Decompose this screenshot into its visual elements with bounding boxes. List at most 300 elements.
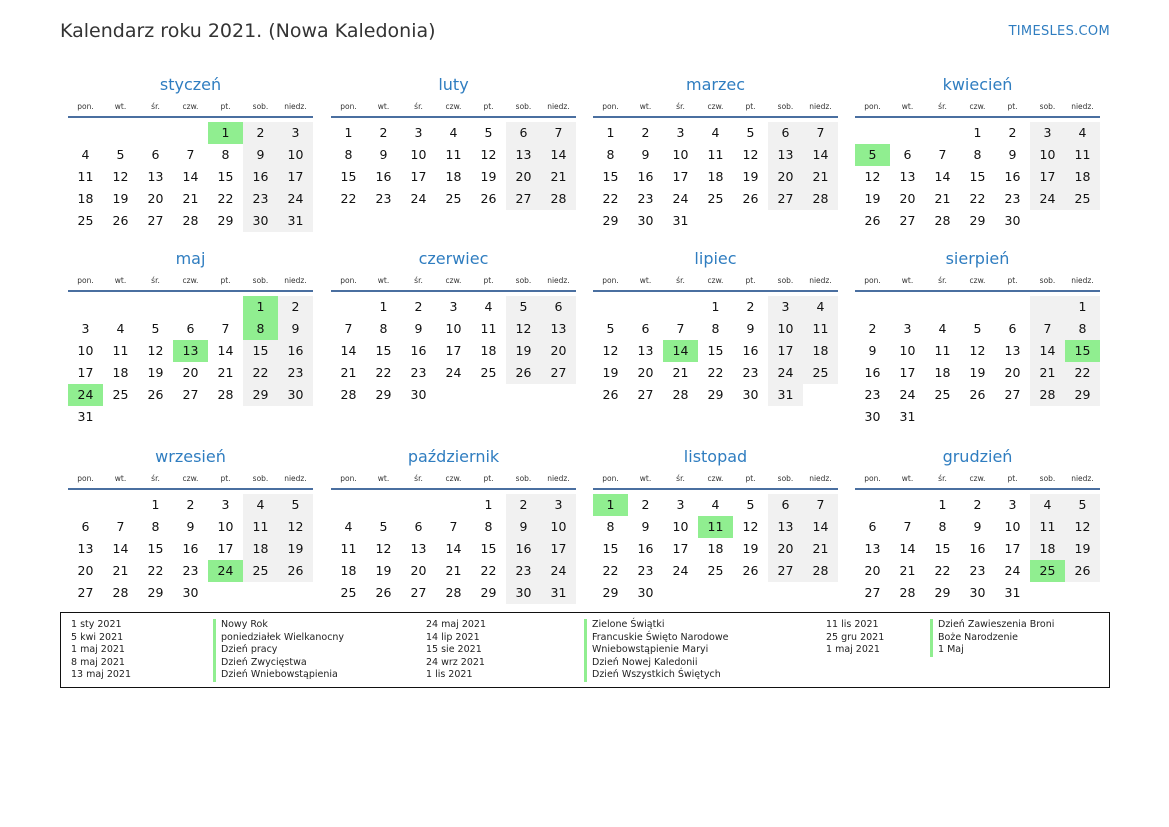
day-cell: 1 — [1065, 296, 1100, 318]
weekday-label: pt. — [220, 101, 231, 111]
empty-day-cell — [768, 210, 803, 232]
day-cell: 14 — [541, 144, 576, 166]
day-cell: 15 — [340, 169, 357, 184]
day-cell: 8 — [606, 147, 615, 162]
day-grid — [593, 122, 838, 232]
day-cell: 29 — [480, 585, 497, 600]
day-cell: 31 — [899, 409, 916, 424]
day-cell: 6 — [506, 122, 541, 144]
day-cell: 3 — [414, 125, 423, 140]
weekday-header — [68, 96, 313, 118]
day-cell: 24 — [445, 365, 462, 380]
day-cell: 7 — [803, 122, 838, 144]
day-cell: 19 — [1065, 538, 1100, 560]
day-cell: 26 — [480, 191, 497, 206]
day-cell: 25 — [934, 387, 951, 402]
holiday-day-cell: 24 — [208, 560, 243, 582]
day-cell: 1 — [484, 497, 493, 512]
day-cell: 30 — [637, 213, 654, 228]
month-name: listopad — [683, 447, 748, 466]
day-cell: 6 — [641, 321, 650, 336]
empty-day-cell — [138, 296, 173, 318]
empty-day-cell — [698, 210, 733, 232]
legend-entry: Dzień Zwycięstwa — [221, 656, 307, 668]
weekday-label: pon. — [864, 101, 881, 111]
weekday-header — [68, 468, 313, 490]
holiday-day-cell: 15 — [1065, 340, 1100, 362]
day-cell: 8 — [344, 147, 353, 162]
day-cell: 4 — [449, 125, 458, 140]
empty-day-cell — [68, 296, 103, 318]
day-cell: 29 — [147, 585, 164, 600]
day-cell: 25 — [480, 365, 497, 380]
day-cell: 5 — [116, 147, 125, 162]
day-cell: 15 — [602, 169, 619, 184]
weekday-label: wt. — [114, 275, 127, 285]
day-cell: 11 — [77, 169, 94, 184]
weekday-label: czw. — [445, 275, 462, 285]
month-3 — [593, 74, 838, 232]
day-cell: 23 — [410, 365, 427, 380]
month-2 — [331, 74, 576, 210]
day-cell: 17 — [410, 169, 427, 184]
empty-day-cell — [278, 406, 313, 428]
day-cell: 7 — [1030, 318, 1065, 340]
day-cell: 28 — [934, 213, 951, 228]
day-cell: 29 — [707, 387, 724, 402]
month-name: marzec — [685, 75, 745, 94]
holiday-legend — [60, 612, 1110, 688]
legend-entry: 1 lis 2021 — [426, 669, 473, 681]
day-cell: 10 — [445, 321, 462, 336]
day-cell: 22 — [480, 563, 497, 578]
day-cell: 16 — [182, 541, 199, 556]
day-cell: 3 — [449, 299, 458, 314]
day-cell: 22 — [934, 563, 951, 578]
weekday-label: czw. — [969, 101, 986, 111]
day-cell: 17 — [1004, 541, 1021, 556]
day-cell: 15 — [602, 541, 619, 556]
day-cell: 21 — [803, 538, 838, 560]
legend-entry: 1 maj 2021 — [826, 644, 880, 656]
day-cell: 31 — [541, 582, 576, 604]
day-cell: 20 — [410, 563, 427, 578]
day-cell: 25 — [243, 560, 278, 582]
legend-names-1 — [221, 619, 344, 682]
day-cell: 20 — [899, 191, 916, 206]
day-cell: 22 — [707, 365, 724, 380]
weekday-label: pon. — [340, 275, 357, 285]
day-cell: 17 — [899, 365, 916, 380]
day-cell: 9 — [186, 519, 195, 534]
empty-day-cell — [208, 296, 243, 318]
legend-entry: 24 wrz 2021 — [426, 656, 485, 668]
empty-day-cell — [593, 296, 628, 318]
day-cell: 24 — [672, 191, 689, 206]
day-cell: 16 — [1004, 169, 1021, 184]
day-cell: 24 — [768, 362, 803, 384]
day-cell: 2 — [641, 125, 650, 140]
day-cell: 6 — [541, 296, 576, 318]
empty-day-cell — [436, 494, 471, 516]
day-cell: 8 — [973, 147, 982, 162]
weekday-header — [855, 270, 1100, 292]
weekday-label: śr. — [938, 101, 947, 111]
day-cell: 5 — [746, 497, 755, 512]
day-cell: 4 — [1030, 494, 1065, 516]
day-cell: 28 — [541, 188, 576, 210]
day-cell: 25 — [1065, 188, 1100, 210]
day-cell: 2 — [868, 321, 877, 336]
day-cell: 10 — [541, 516, 576, 538]
weekday-label: czw. — [445, 473, 462, 483]
page-title: Kalendarz roku 2021. (Nowa Kaledonia) — [60, 20, 436, 42]
day-cell: 19 — [278, 538, 313, 560]
day-cell: 5 — [1065, 494, 1100, 516]
day-cell: 29 — [934, 585, 951, 600]
day-cell: 28 — [445, 585, 462, 600]
day-grid — [68, 122, 313, 232]
empty-day-cell — [1030, 210, 1065, 232]
legend-names-2 — [592, 619, 728, 682]
day-cell: 15 — [375, 343, 392, 358]
day-cell: 7 — [803, 494, 838, 516]
brand-link[interactable]: TIMESLES.COM — [1008, 24, 1110, 39]
day-cell: 2 — [379, 125, 388, 140]
day-cell: 24 — [1004, 563, 1021, 578]
day-cell: 11 — [445, 147, 462, 162]
day-cell: 6 — [186, 321, 195, 336]
empty-day-cell — [138, 122, 173, 144]
weekday-label: pt. — [220, 275, 231, 285]
legend-entry: Wniebowstąpienie Maryi — [592, 644, 709, 656]
day-cell: 20 — [182, 365, 199, 380]
day-cell: 27 — [768, 560, 803, 582]
day-cell: 29 — [602, 585, 619, 600]
day-cell: 10 — [672, 519, 689, 534]
day-cell: 16 — [864, 365, 881, 380]
day-cell: 22 — [1065, 362, 1100, 384]
day-cell: 21 — [672, 365, 689, 380]
holiday-day-cell: 13 — [173, 340, 208, 362]
day-cell: 29 — [602, 213, 619, 228]
day-cell: 11 — [803, 318, 838, 340]
weekday-label: wt. — [114, 101, 127, 111]
month-11 — [593, 446, 838, 604]
day-cell: 3 — [278, 122, 313, 144]
day-cell: 9 — [379, 147, 388, 162]
holiday-day-cell: 1 — [593, 494, 628, 516]
weekday-label: pon. — [602, 275, 619, 285]
weekday-label: wt. — [901, 101, 914, 111]
day-cell: 19 — [742, 541, 759, 556]
day-cell: 23 — [637, 563, 654, 578]
empty-day-cell — [803, 210, 838, 232]
weekday-label: sob. — [1039, 101, 1056, 111]
day-cell: 18 — [340, 563, 357, 578]
empty-day-cell — [173, 406, 208, 428]
day-cell: 5 — [151, 321, 160, 336]
day-cell: 5 — [484, 125, 493, 140]
weekday-label: sob. — [1039, 275, 1056, 285]
legend-entry: Nowy Rok — [221, 619, 268, 630]
day-cell: 15 — [934, 541, 951, 556]
day-cell: 23 — [506, 560, 541, 582]
empty-day-cell — [768, 582, 803, 604]
day-grid — [331, 122, 576, 210]
empty-day-cell — [890, 494, 925, 516]
day-cell: 11 — [1030, 516, 1065, 538]
day-cell: 14 — [182, 169, 199, 184]
day-cell: 27 — [637, 387, 654, 402]
weekday-header — [855, 468, 1100, 490]
day-cell: 7 — [116, 519, 125, 534]
weekday-label: czw. — [707, 473, 724, 483]
day-cell: 17 — [541, 538, 576, 560]
day-cell: 14 — [803, 144, 838, 166]
weekday-label: sob. — [777, 101, 794, 111]
day-cell: 12 — [506, 318, 541, 340]
weekday-header — [331, 96, 576, 118]
weekday-label: wt. — [377, 473, 390, 483]
day-cell: 2 — [1008, 125, 1017, 140]
day-cell: 23 — [243, 188, 278, 210]
day-cell: 17 — [1030, 166, 1065, 188]
day-cell: 27 — [1004, 387, 1021, 402]
day-cell: 13 — [147, 169, 164, 184]
day-cell: 14 — [1030, 340, 1065, 362]
empty-day-cell — [698, 582, 733, 604]
day-cell: 13 — [637, 343, 654, 358]
day-cell: 24 — [541, 560, 576, 582]
day-cell: 11 — [480, 321, 497, 336]
day-cell: 3 — [541, 494, 576, 516]
day-cell: 4 — [344, 519, 353, 534]
empty-day-cell — [925, 122, 960, 144]
day-grid — [855, 122, 1100, 232]
weekday-label: śr. — [938, 275, 947, 285]
day-cell: 12 — [864, 169, 881, 184]
day-cell: 11 — [112, 343, 129, 358]
day-cell: 6 — [1008, 321, 1017, 336]
day-cell: 17 — [77, 365, 94, 380]
day-cell: 16 — [278, 340, 313, 362]
day-cell: 28 — [803, 188, 838, 210]
day-cell: 12 — [147, 343, 164, 358]
month-name: sierpień — [945, 249, 1010, 268]
day-cell: 21 — [112, 563, 129, 578]
day-cell: 19 — [147, 365, 164, 380]
day-cell: 7 — [344, 321, 353, 336]
day-cell: 29 — [1065, 384, 1100, 406]
day-cell: 13 — [768, 516, 803, 538]
weekday-label: pon. — [340, 101, 357, 111]
day-cell: 17 — [217, 541, 234, 556]
day-cell: 3 — [1030, 122, 1065, 144]
empty-day-cell — [628, 296, 663, 318]
day-cell: 4 — [803, 296, 838, 318]
weekday-label: sob. — [252, 473, 269, 483]
day-cell: 17 — [768, 340, 803, 362]
holiday-day-cell: 1 — [208, 122, 243, 144]
day-cell: 12 — [375, 541, 392, 556]
weekday-label: niedz. — [1071, 473, 1094, 483]
weekday-header — [68, 270, 313, 292]
day-cell: 6 — [903, 147, 912, 162]
legend-entry: Dzień Zawieszenia Broni — [938, 619, 1055, 630]
day-cell: 12 — [742, 519, 759, 534]
day-cell: 17 — [672, 541, 689, 556]
empty-day-cell — [733, 210, 768, 232]
empty-day-cell — [331, 296, 366, 318]
day-cell: 27 — [864, 585, 881, 600]
day-cell: 9 — [641, 519, 650, 534]
weekday-header — [593, 96, 838, 118]
weekday-label: śr. — [676, 473, 685, 483]
legend-entry: 5 kwi 2021 — [71, 631, 124, 643]
day-cell: 26 — [278, 560, 313, 582]
day-cell: 2 — [414, 299, 423, 314]
empty-day-cell — [243, 582, 278, 604]
weekday-label: czw. — [182, 275, 199, 285]
day-cell: 7 — [449, 519, 458, 534]
day-cell: 19 — [864, 191, 881, 206]
empty-day-cell — [173, 122, 208, 144]
day-cell: 25 — [803, 362, 838, 384]
empty-day-cell — [890, 122, 925, 144]
day-cell: 3 — [81, 321, 90, 336]
day-cell: 13 — [864, 541, 881, 556]
day-grid — [855, 494, 1100, 604]
empty-day-cell — [890, 296, 925, 318]
day-cell: 18 — [934, 365, 951, 380]
day-cell: 2 — [243, 122, 278, 144]
weekday-label: sob. — [777, 275, 794, 285]
day-cell: 28 — [182, 213, 199, 228]
day-cell: 25 — [707, 191, 724, 206]
empty-day-cell — [541, 384, 576, 406]
weekday-label: niedz. — [809, 101, 832, 111]
month-7 — [593, 248, 838, 406]
day-cell: 12 — [1065, 516, 1100, 538]
day-cell: 2 — [746, 299, 755, 314]
day-cell: 14 — [803, 516, 838, 538]
day-cell: 16 — [375, 169, 392, 184]
weekday-label: niedz. — [547, 275, 570, 285]
day-cell: 19 — [506, 340, 541, 362]
month-12 — [855, 446, 1100, 604]
empty-day-cell — [803, 582, 838, 604]
empty-day-cell — [1030, 406, 1065, 428]
day-cell: 22 — [602, 191, 619, 206]
day-cell: 2 — [278, 296, 313, 318]
day-cell: 14 — [899, 541, 916, 556]
day-cell: 21 — [541, 166, 576, 188]
weekday-header — [593, 270, 838, 292]
month-6 — [331, 248, 576, 406]
day-cell: 26 — [506, 362, 541, 384]
weekday-label: niedz. — [284, 473, 307, 483]
legend-entry: 11 lis 2021 — [826, 619, 879, 630]
day-cell: 16 — [969, 541, 986, 556]
day-cell: 19 — [602, 365, 619, 380]
day-cell: 4 — [484, 299, 493, 314]
day-cell: 7 — [938, 147, 947, 162]
day-cell: 5 — [746, 125, 755, 140]
day-cell: 30 — [182, 585, 199, 600]
month-9 — [68, 446, 313, 604]
day-cell: 9 — [973, 519, 982, 534]
day-cell: 14 — [340, 343, 357, 358]
weekday-label: śr. — [414, 275, 423, 285]
day-cell: 2 — [641, 497, 650, 512]
day-cell: 21 — [340, 365, 357, 380]
day-cell: 26 — [147, 387, 164, 402]
month-name: październik — [407, 447, 500, 466]
day-cell: 24 — [672, 563, 689, 578]
day-cell: 7 — [186, 147, 195, 162]
day-cell: 1 — [151, 497, 160, 512]
legend-entry: Dzień Wszystkich Świętych — [592, 669, 721, 681]
day-cell: 16 — [243, 166, 278, 188]
empty-day-cell — [855, 494, 890, 516]
legend-entry: Dzień Wniebowstąpienia — [221, 669, 338, 681]
day-cell: 19 — [112, 191, 129, 206]
day-cell: 7 — [541, 122, 576, 144]
weekday-label: pon. — [864, 275, 881, 285]
day-cell: 8 — [711, 321, 720, 336]
day-cell: 6 — [768, 122, 803, 144]
day-cell: 17 — [278, 166, 313, 188]
empty-day-cell — [925, 406, 960, 428]
day-cell: 23 — [864, 387, 881, 402]
day-cell: 1 — [973, 125, 982, 140]
day-cell: 15 — [243, 340, 278, 362]
weekday-label: pon. — [864, 473, 881, 483]
weekday-label: wt. — [639, 101, 652, 111]
legend-dates-1 — [71, 619, 131, 682]
legend-entry: Dzień pracy — [221, 644, 278, 656]
day-cell: 8 — [221, 147, 230, 162]
day-cell: 18 — [112, 365, 129, 380]
day-cell: 3 — [676, 497, 685, 512]
weekday-label: śr. — [151, 101, 160, 111]
weekday-label: niedz. — [284, 275, 307, 285]
day-cell: 30 — [506, 582, 541, 604]
empty-day-cell — [173, 296, 208, 318]
month-1 — [68, 74, 313, 232]
month-8 — [855, 248, 1100, 428]
day-cell: 24 — [278, 188, 313, 210]
day-cell: 9 — [278, 318, 313, 340]
weekday-label: śr. — [938, 473, 947, 483]
day-cell: 3 — [768, 296, 803, 318]
day-cell: 31 — [768, 384, 803, 406]
weekday-label: czw. — [707, 101, 724, 111]
weekday-label: niedz. — [547, 101, 570, 111]
weekday-label: pt. — [483, 275, 494, 285]
day-cell: 5 — [506, 296, 541, 318]
day-cell: 7 — [903, 519, 912, 534]
day-cell: 13 — [506, 144, 541, 166]
day-cell: 28 — [803, 560, 838, 582]
month-name: grudzień — [942, 447, 1013, 466]
day-cell: 9 — [506, 516, 541, 538]
day-cell: 22 — [340, 191, 357, 206]
day-cell: 11 — [243, 516, 278, 538]
weekday-label: wt. — [377, 101, 390, 111]
month-name: styczeń — [159, 75, 222, 94]
